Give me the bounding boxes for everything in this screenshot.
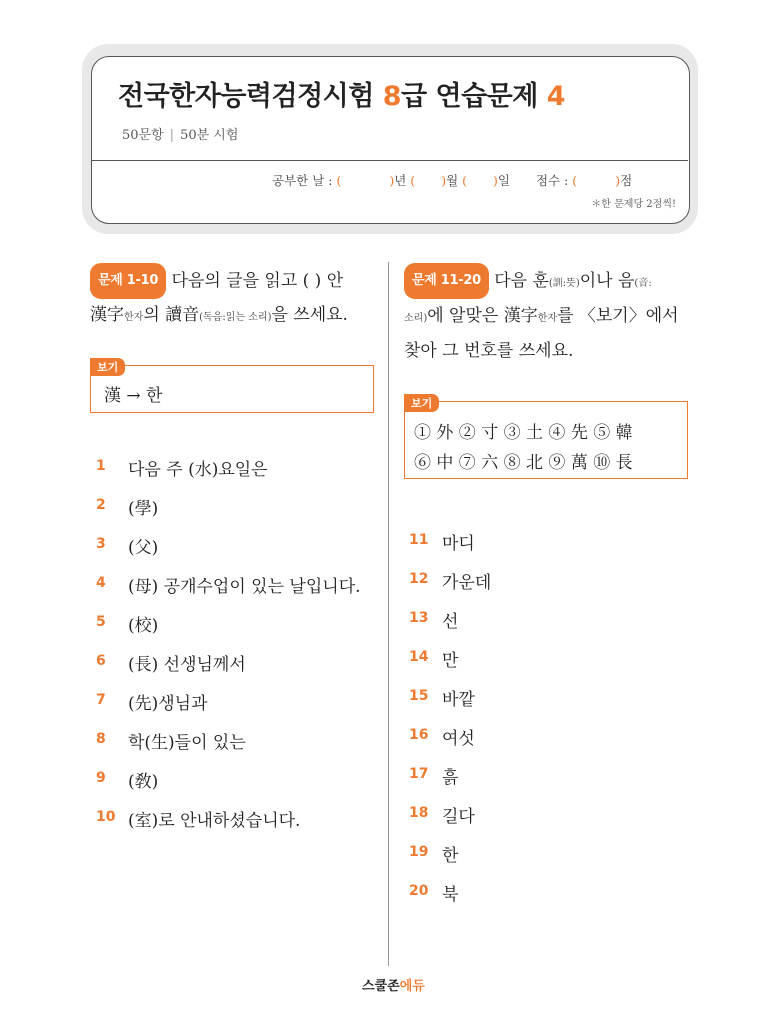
question-text: 만 [442, 651, 459, 671]
hanja-gloss-2: 한자 [537, 313, 558, 324]
section2-instruction [404, 263, 694, 367]
section2-line3: 찾아 그 번호를 쓰세요. [404, 341, 574, 361]
point-note: ＊한 문제당 2점씩! [591, 199, 676, 210]
section1-line1: 다음의 글을 읽고 ( ) 안 [166, 271, 344, 291]
page-title [118, 74, 565, 113]
question-text: 다음 주 (水)요일은 [128, 460, 268, 480]
question-text: 북 [442, 885, 459, 905]
separator: | [169, 128, 175, 143]
question-text: 학(生)들이 있는 [128, 733, 246, 753]
question-number: 13 [409, 610, 429, 626]
section2-line2-b: 에 알맞은 漢字 [427, 306, 538, 326]
dokeum-word: 의 讀音 [143, 305, 200, 325]
hanja-word: 漢字 [90, 305, 124, 325]
question-text: (長) 선생님께서 [128, 655, 246, 675]
question-text: 흙 [442, 768, 459, 788]
question-number: 18 [409, 805, 429, 821]
question-text: (父) [128, 538, 159, 558]
title-grade-suffix: 급 연습문제 [401, 81, 547, 112]
day-label: 일 [497, 173, 510, 188]
question-number: 3 [96, 536, 106, 552]
section2-line1-a: 다음 훈 [488, 271, 549, 291]
month-blank[interactable]: ( ) [410, 173, 447, 188]
question-number: 9 [96, 770, 106, 786]
question-text: 한 [442, 846, 459, 866]
question-number: 17 [409, 766, 429, 782]
score-unit: 점 [620, 173, 633, 188]
logo-edu: 에듀 [399, 979, 425, 994]
question-text: 가운데 [442, 573, 492, 593]
question-number: 1 [96, 458, 106, 474]
question-number: 12 [409, 571, 429, 587]
question-number: 14 [409, 649, 429, 665]
question-text: 마디 [442, 534, 475, 554]
eum-gloss-end: 소리) [404, 313, 428, 324]
question-number: 5 [96, 614, 106, 630]
column-divider [388, 262, 389, 966]
question-text: (敎) [128, 772, 159, 792]
question-text: (室)로 안내하셨습니다. [128, 811, 301, 831]
section1-badge: 문제 1-10 [90, 263, 166, 299]
question-number: 2 [96, 497, 106, 513]
question-number: 6 [96, 653, 106, 669]
question-text: 여섯 [442, 729, 475, 749]
eum-gloss-start: (音: [634, 278, 652, 289]
question-text: 선 [442, 612, 459, 632]
question-number: 8 [96, 731, 106, 747]
section2-example-line2: ⑥ 中 ⑦ 六 ⑧ 北 ⑨ 萬 ⑩ 長 [414, 453, 633, 473]
title-main: 전국한자능력검정시험 [118, 81, 383, 112]
question-text: (學) [128, 499, 159, 519]
hun-gloss: (訓:뜻) [548, 278, 580, 289]
question-number: 7 [96, 692, 106, 708]
section2-example-label: 보기 [404, 394, 439, 412]
month-label: 월 [446, 173, 459, 188]
question-number: 20 [409, 883, 429, 899]
hanja-gloss: 한자 [124, 312, 144, 323]
exam-info [122, 124, 238, 143]
question-text: (校) [128, 616, 159, 636]
question-count: 50문항 [122, 128, 164, 143]
question-number: 4 [96, 575, 106, 591]
section2-badge: 문제 11-20 [404, 263, 489, 299]
section2-line2-d: 를 〈보기〉에서 [557, 306, 679, 326]
question-text: (先)생님과 [128, 694, 208, 714]
card-divider [91, 160, 688, 161]
question-number: 11 [409, 532, 429, 548]
section1-example-text: 漢 → 한 [104, 386, 163, 406]
study-date-line [272, 171, 632, 189]
section1-example-label: 보기 [90, 358, 125, 376]
question-number: 16 [409, 727, 429, 743]
score-label: 점수 : [535, 173, 569, 188]
year-blank[interactable]: ( ) [336, 173, 395, 188]
study-date-label: 공부한 날 : [272, 173, 333, 188]
question-text: 바깥 [442, 690, 475, 710]
section1-instruction [90, 263, 380, 334]
question-text: (母) 공개수업이 있는 날입니다. [128, 577, 361, 597]
year-label: 년 [394, 173, 407, 188]
question-number: 15 [409, 688, 429, 704]
section2-line1-c: 이나 음 [579, 271, 635, 291]
section2-example-line1: ① 外 ② 寸 ③ 土 ④ 先 ⑤ 韓 [414, 423, 633, 443]
question-number: 10 [96, 809, 116, 825]
score-blank[interactable]: ( ) [572, 173, 621, 188]
section1-line2-end: 을 쓰세요. [271, 305, 348, 325]
title-number: 4 [546, 81, 566, 112]
question-text: 길다 [442, 807, 475, 827]
exam-time: 50분 시험 [180, 128, 239, 143]
title-grade: 8 [382, 81, 402, 112]
question-number: 19 [409, 844, 429, 860]
dokeum-gloss: (독음:읽는 소리) [199, 312, 272, 323]
logo-main: 스쿨존 [362, 979, 400, 994]
publisher-logo [362, 975, 425, 994]
day-blank[interactable]: ( ) [462, 173, 498, 188]
